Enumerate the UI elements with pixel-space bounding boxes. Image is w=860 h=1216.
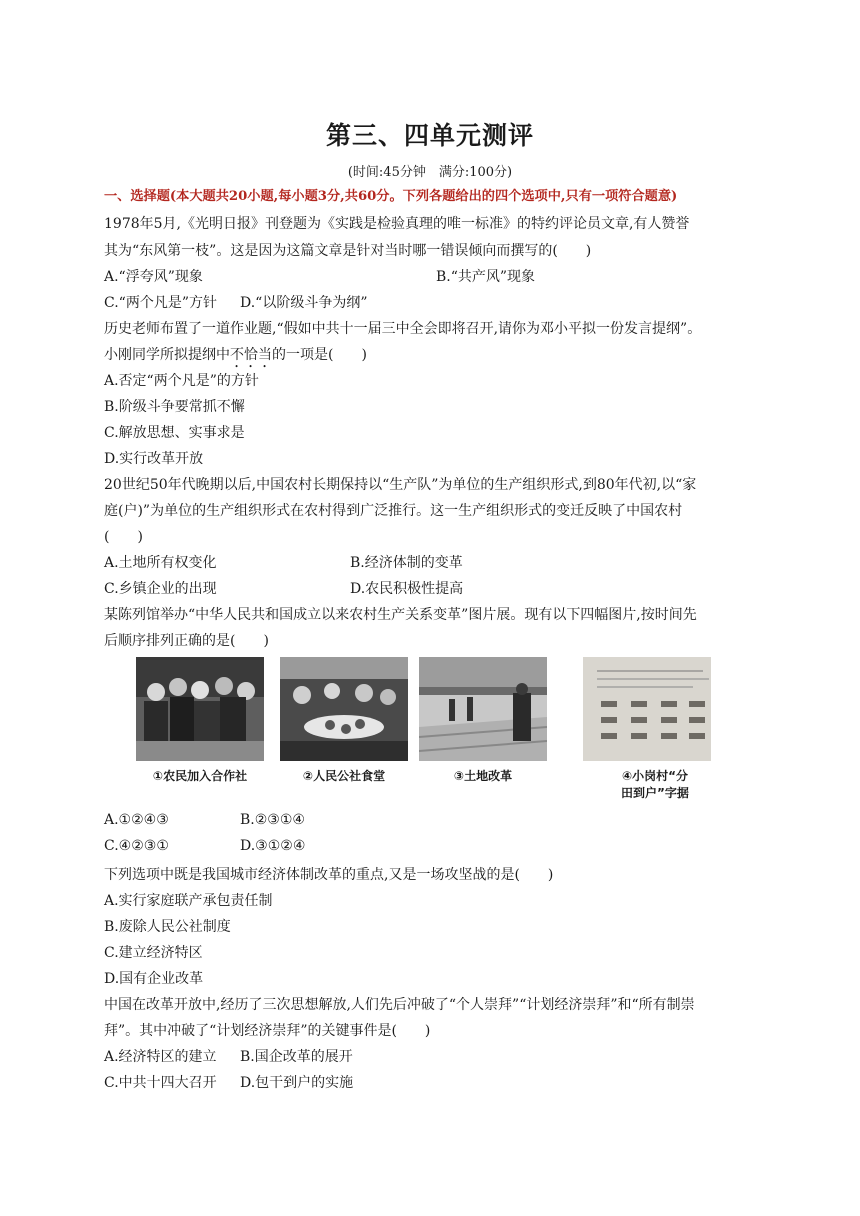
q5-option-a: A.实行家庭联产承包责任制 — [104, 893, 273, 909]
q5-option-d: D.国有企业改革 — [104, 971, 204, 987]
exam-meta: (时间:45分钟 满分:100分) — [347, 165, 513, 180]
q1-line2: 其为“东风第一枝”。这是因为这篇文章是针对当时哪一错误倾向而撰写的( ) — [104, 243, 592, 259]
q1-option-c: C.“两个凡是”方针 — [104, 295, 217, 311]
q4-option-a: A.①②④③ — [104, 812, 169, 828]
q3-option-b: B.经济体制的变革 — [350, 555, 463, 571]
q6-option-b: B.国企改革的展开 — [240, 1049, 353, 1065]
q2-option-d: D.实行改革开放 — [104, 451, 204, 467]
page-title: 第三、四单元测评 — [325, 121, 534, 150]
q1-option-a: A.“浮夸风”现象 — [104, 269, 203, 285]
caption-2: ②人民公社食堂 — [302, 769, 386, 783]
q1-text-1: 1978年5月,《光明日报》刊登题为《实践是检验真理的唯一标准》的特约评论员文章,有人赞誉 — [104, 216, 690, 232]
caption-3: ③土地改革 — [453, 769, 513, 783]
photo-land-reform — [419, 657, 547, 761]
caption-4-line1: ④小岗村“分 — [621, 769, 689, 783]
q3-line1: 20世纪50年代晚期以后,中国农村长期保持以“生产队”为单位的生产组织形式,到80年代初,以“家 — [104, 477, 697, 493]
caption-4-line2: 田到户”字据 — [621, 786, 689, 800]
q4-option-d: D.③①②④ — [240, 838, 306, 854]
q1-line1 — [104, 213, 689, 233]
q5-option-c: C.建立经济特区 — [104, 945, 203, 961]
photo-xiaogang-document — [583, 657, 711, 761]
caption-4 — [595, 768, 715, 802]
q6-option-a: A.经济特区的建立 — [104, 1049, 217, 1065]
q6-option-c: C.中共十四大召开 — [104, 1075, 217, 1091]
photo-cooperative — [136, 657, 264, 761]
q2-line2 — [104, 344, 367, 371]
section-heading: 一、选择题(本大题共20小题,每小题3分,共60分。下列各题给出的四个选项中,只有一项符合题意) — [104, 189, 678, 204]
q2-text-post: 的一项是( ) — [272, 347, 367, 363]
q2-emphasis: 不恰当 — [230, 347, 272, 363]
q2-line1: 历史老师布置了一道作业题,“假如中共十一届三中全会即将召开,请你为邓小平拟一份发言提纲”。 — [104, 321, 702, 337]
q2-option-b: B.阶级斗争要常抓不懈 — [104, 399, 245, 415]
photo-commune-canteen — [280, 657, 408, 761]
q4-line1: 某陈列馆举办“中华人民共和国成立以来农村生产关系变革”图片展。现有以下四幅图片,按时间先 — [104, 607, 697, 623]
q2-text-pre: 小刚同学所拟提纲中 — [104, 347, 230, 363]
q1-option-d: D.“以阶级斗争为纲” — [240, 295, 368, 311]
q6-line2: 拜”。其中冲破了“计划经济崇拜”的关键事件是( ) — [104, 1023, 431, 1039]
q2-option-a: A.否定“两个凡是”的方针 — [104, 373, 259, 389]
q4-option-c: C.④②③① — [104, 838, 169, 854]
q3-line3: ( ) — [104, 529, 143, 545]
q6-option-d: D.包干到户的实施 — [240, 1075, 354, 1091]
q6-line1: 中国在改革开放中,经历了三次思想解放,人们先后冲破了“个人崇拜”“计划经济崇拜”和“所有制崇 — [104, 997, 695, 1013]
q3-option-c: C.乡镇企业的出现 — [104, 581, 217, 597]
q2-option-c: C.解放思想、实事求是 — [104, 425, 245, 441]
q3-option-d: D.农民积极性提高 — [350, 581, 464, 597]
q3-line2: 庭(户)”为单位的生产组织形式在农村得到广泛推行。这一生产组织形式的变迁反映了中国农村 — [104, 503, 683, 519]
q5-line1: 下列选项中既是我国城市经济体制改革的重点,又是一场攻坚战的是( ) — [104, 867, 554, 883]
q1-option-b: B.“共产风”现象 — [436, 269, 536, 285]
q4-option-b: B.②③①④ — [240, 812, 305, 828]
caption-1: ①农民加入合作社 — [152, 769, 248, 783]
q3-option-a: A.土地所有权变化 — [104, 555, 217, 571]
q5-option-b: B.废除人民公社制度 — [104, 919, 231, 935]
q4-line2: 后顺序排列正确的是( ) — [104, 633, 269, 649]
